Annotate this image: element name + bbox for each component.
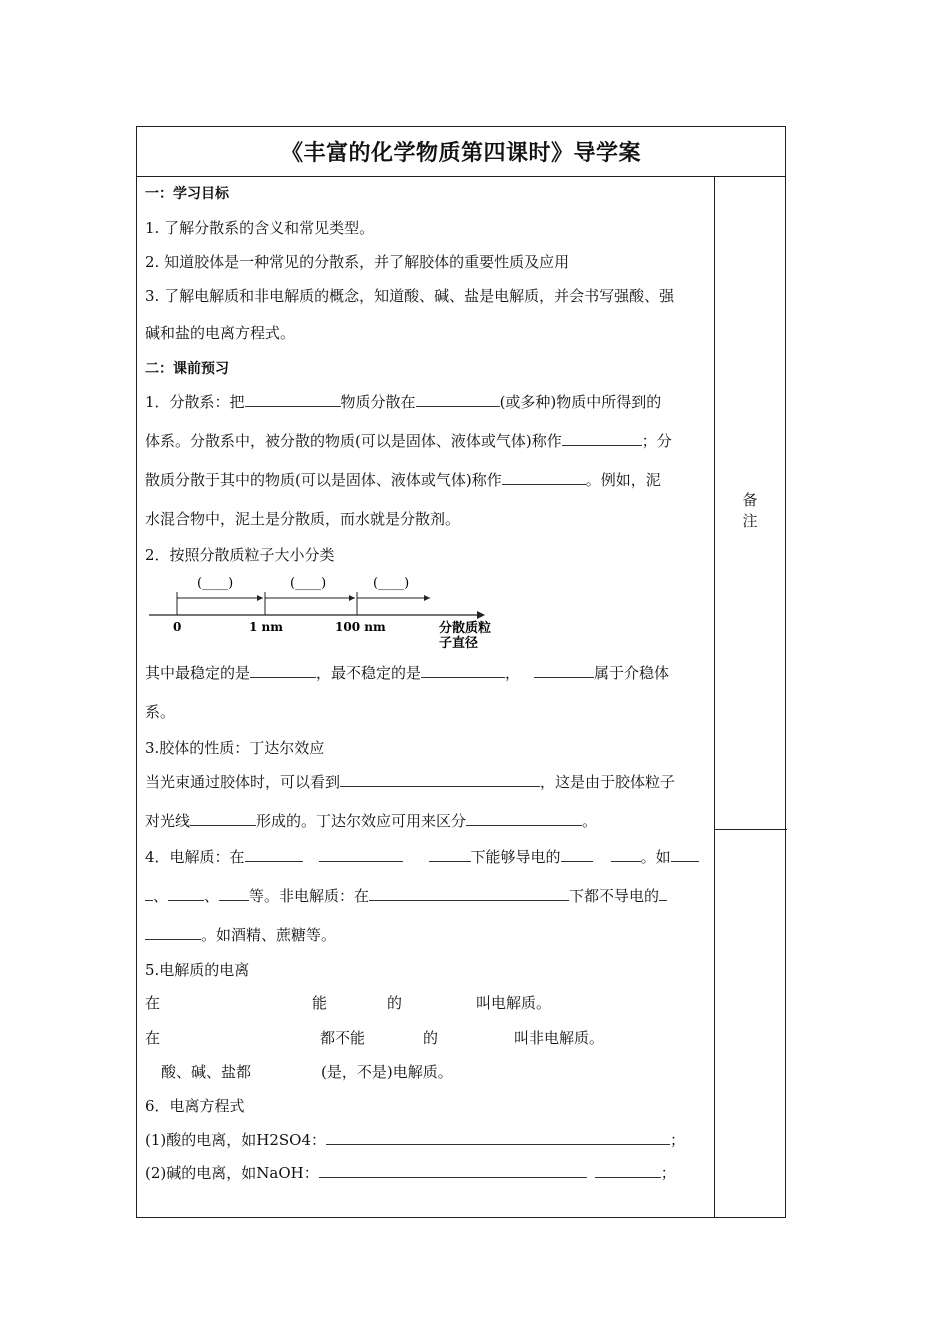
- fill-blank[interactable]: [561, 847, 593, 862]
- question-2-heading: 2．按照分散质粒子大小分类: [145, 546, 335, 564]
- fill-blank[interactable]: [145, 886, 153, 901]
- q2-text: ，: [505, 664, 521, 682]
- question-3-heading: 3.胶体的性质：丁达尔效应: [145, 739, 325, 757]
- q4-text: 下都不导电的: [569, 887, 660, 905]
- q1-text: 。例如，泥: [585, 471, 661, 489]
- q5-text: 能: [312, 994, 328, 1012]
- q5-text: 叫电解质。: [476, 994, 552, 1012]
- q4-text: 、: [153, 887, 169, 905]
- fill-blank[interactable]: [562, 431, 642, 446]
- q2-text: 其中最稳定的是: [145, 664, 251, 682]
- q6-text: ；: [670, 1131, 686, 1149]
- q3-text: 当光束通过胶体时，可以看到: [145, 773, 341, 791]
- axis-label-line-2: 子直径: [439, 636, 479, 650]
- range-arrow-head-2: [349, 595, 355, 601]
- size-axis-arrowhead: [477, 611, 485, 619]
- section-heading-objectives: 一：学习目标: [145, 186, 229, 202]
- tick-label-0: 0: [173, 620, 182, 634]
- question-6-line-2: [145, 1162, 708, 1183]
- fill-blank[interactable]: [421, 663, 505, 678]
- q3-text: 对光线: [145, 812, 191, 830]
- q2-text: ，最不稳定的是: [316, 664, 422, 682]
- fill-blank[interactable]: [429, 847, 471, 862]
- q5-text: 的: [387, 994, 403, 1012]
- tick-label-100nm: 100 nm: [335, 620, 386, 634]
- q4-text: 下能够导电的: [470, 848, 561, 866]
- q3-text: 形成的。丁达尔效应可用来区分: [256, 812, 467, 830]
- question-4-line-3: [145, 924, 708, 945]
- fill-blank[interactable]: [416, 392, 500, 407]
- q5-text: 叫非电解质。: [514, 1029, 605, 1047]
- fill-blank[interactable]: [611, 847, 641, 862]
- q1-text: (或多种)物质中所得到的: [499, 393, 662, 411]
- question-5-heading: 5.电解质的电离: [145, 961, 250, 979]
- objective-item: 2. 知道胶体是一种常见的分散系，并了解胶体的重要性质及应用: [145, 253, 570, 271]
- bracket-label-1: (____): [197, 576, 234, 591]
- fill-blank[interactable]: [250, 663, 316, 678]
- fill-blank[interactable]: [466, 811, 582, 826]
- section-heading-preview: 二：课前预习: [145, 361, 229, 377]
- axis-label-line-1: 分散质粒: [439, 621, 492, 636]
- objective-item: 1. 了解分散系的含义和常见类型。: [145, 219, 375, 237]
- worksheet-title: 《丰富的化学物质第四课时》导学案: [137, 127, 785, 177]
- q5-text: (是，不是)电解质。: [321, 1063, 453, 1081]
- q5-text: 的: [423, 1029, 439, 1047]
- question-2-line-1: [145, 662, 708, 683]
- objective-item: 碱和盐的电离方程式。: [145, 324, 296, 342]
- q4-text: 。如酒精、蔗糖等。: [201, 926, 337, 944]
- q4-text: 4．电解质：在: [145, 848, 245, 866]
- question-1-line-2: [145, 430, 708, 451]
- q4-text: 。如: [640, 848, 671, 866]
- fill-blank[interactable]: [245, 847, 303, 862]
- fill-blank[interactable]: [319, 847, 403, 862]
- question-5-row-2: [145, 1027, 708, 1048]
- worksheet-table: [136, 126, 786, 1218]
- question-6-line-1: [145, 1129, 708, 1150]
- q1-text: 散质分散于其中的物质(可以是固体、液体或气体)称作: [145, 471, 502, 489]
- fill-blank[interactable]: [671, 847, 699, 862]
- question-3-line-2: [145, 810, 708, 831]
- fill-blank[interactable]: [219, 886, 249, 901]
- particle-size-diagram: [145, 572, 515, 650]
- range-arrow-head-3: [424, 595, 430, 601]
- fill-blank[interactable]: [145, 925, 201, 940]
- q4-text: 等。非电解质：在: [249, 887, 370, 905]
- question-5-row-3: [145, 1061, 708, 1082]
- question-4-line-2: [145, 885, 708, 906]
- question-4-line-1: [145, 846, 708, 867]
- question-5-row-1: [145, 992, 708, 1013]
- q1-text: 体系。分散系中，被分散的物质(可以是固体、液体或气体)称作: [145, 432, 562, 450]
- question-2-line-2: 系。: [145, 703, 176, 721]
- question-1-line-1: [145, 391, 708, 412]
- notes-column: [714, 177, 787, 1217]
- fill-blank[interactable]: [340, 772, 540, 787]
- fill-blank[interactable]: [369, 886, 569, 901]
- q5-text: 都不能: [320, 1029, 366, 1047]
- notes-divider: [715, 829, 787, 830]
- question-6-heading: 6．电离方程式: [145, 1097, 245, 1115]
- question-1-line-4: 水混合物中，泥土是分散质，而水就是分散剂。: [145, 510, 461, 528]
- q6-text: (1)酸的电离，如H2SO4：: [145, 1131, 326, 1149]
- fill-blank[interactable]: [659, 886, 667, 901]
- fill-blank[interactable]: [326, 1130, 670, 1145]
- fill-blank[interactable]: [534, 663, 594, 678]
- tick-label-1nm: 1 nm: [249, 620, 283, 634]
- fill-blank[interactable]: [595, 1163, 661, 1178]
- objective-item: 3. 了解电解质和非电解质的概念，知道酸、碱、盐是电解质，并会书写强酸、强: [145, 287, 675, 305]
- bracket-label-3: (____): [373, 576, 410, 591]
- bracket-label-2: (____): [290, 576, 327, 591]
- q3-text: 。: [582, 812, 598, 830]
- q1-text: 物质分散在: [340, 393, 416, 411]
- fill-blank[interactable]: [502, 470, 586, 485]
- notes-label: 备 注: [742, 491, 774, 530]
- fill-blank[interactable]: [245, 392, 341, 407]
- q2-text: 属于介稳体: [594, 664, 670, 682]
- q1-text: ；分: [641, 432, 672, 450]
- q5-text: 在: [145, 994, 161, 1012]
- q3-text: ，这是由于胶体粒子: [540, 773, 676, 791]
- fill-blank[interactable]: [319, 1163, 587, 1178]
- q4-text: 、: [204, 887, 220, 905]
- fill-blank[interactable]: [190, 811, 256, 826]
- fill-blank[interactable]: [168, 886, 204, 901]
- q1-text: 1．分散系：把: [145, 393, 245, 411]
- q5-text: 在: [145, 1029, 161, 1047]
- question-1-line-3: [145, 469, 708, 490]
- question-3-line-1: [145, 771, 708, 792]
- q6-text: (2)碱的电离，如NaOH：: [145, 1164, 319, 1182]
- range-arrow-head-1: [257, 595, 263, 601]
- q6-text: ；: [660, 1164, 676, 1182]
- q5-text: 酸、碱、盐都: [161, 1063, 252, 1081]
